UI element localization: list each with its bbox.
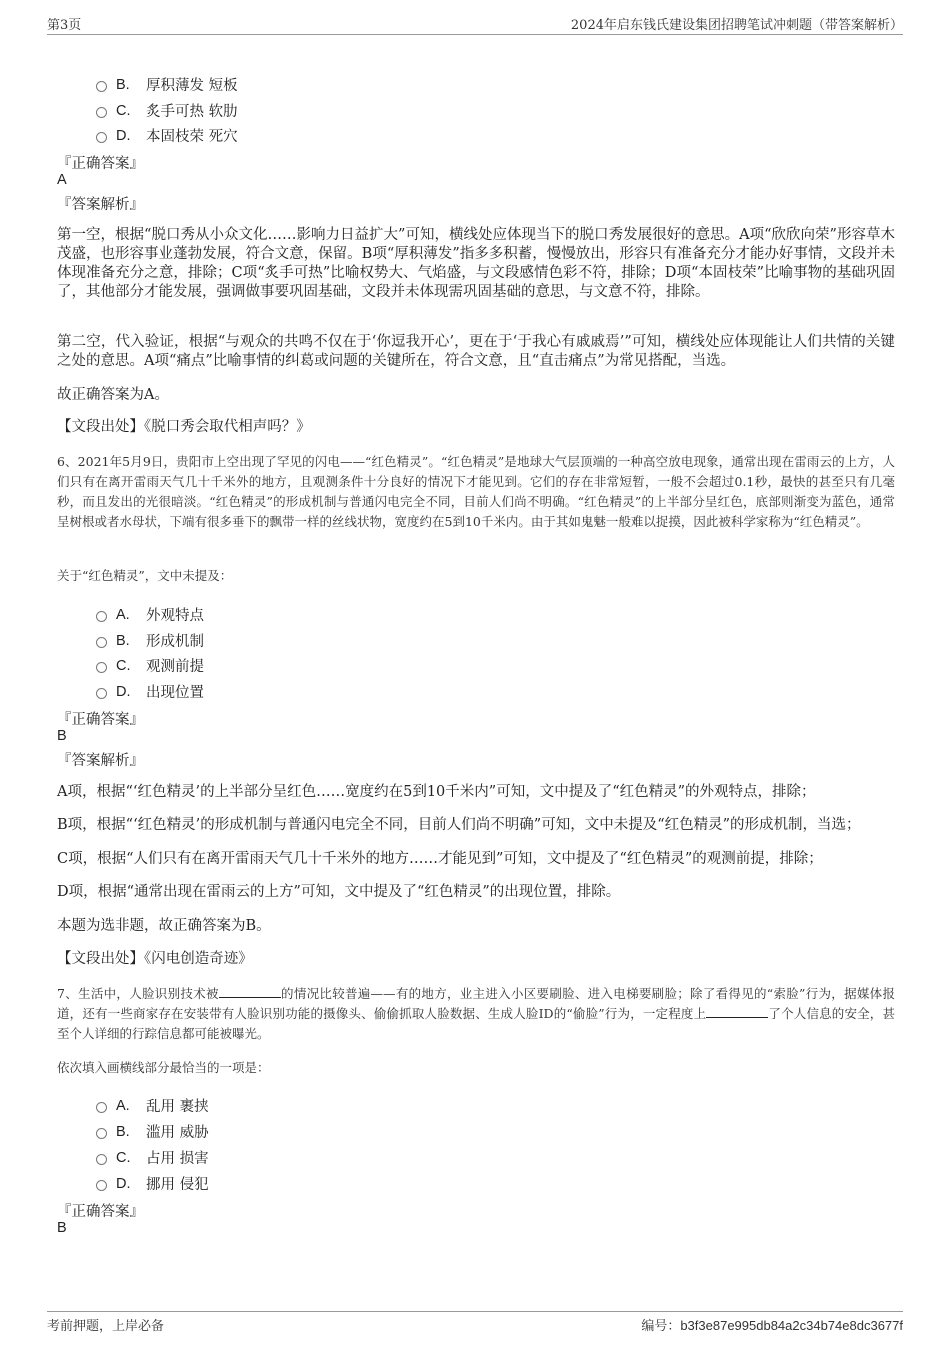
q5-analysis-label: 『答案解析』 <box>57 197 144 213</box>
q5-analysis-p1: 第一空，根据“脱口秀从小众文化……影响力日益扩大”可知，横线处应体现当下的脱口秀发展很好的意思。A项“欣欣向荣”形容草木茂盛，也形容事业蓬勃发展，符合文意，保留。B项“厚积薄发”指多多积蓄，慢慢放出，形容只有准备充分才能办好事情，文段并未体现准备充分之意，排除；C项“炙手可热”比喻权势大、气焰盛，与文段感情色彩不符，排除；D项“本固枝荣”比喻事物的基础巩固了，其他部分才能发展，强调做事要巩固基础，文段并未体现需巩固基础的意思，与文意不符，排除。 <box>57 227 895 300</box>
option-letter: B. <box>116 1123 130 1140</box>
option-text: 炙手可热 软肋 <box>146 104 238 120</box>
q6-option-d[interactable] <box>96 681 204 702</box>
option-letter: B. <box>116 76 130 93</box>
q6-option-a[interactable] <box>96 604 204 625</box>
q7-prompt: 依次填入画横线部分最恰当的一项是： <box>57 1060 270 1075</box>
q7-text-part2: 的情况比较普遍——有的地方，业主进入小区要刷脸、进入电梯要刷脸；除了看得见的“索脸”行为，据媒体报道，还有一些商家存在安装带有人脸识别功能的摄像头、偷偷抓取人脸数据、生成人脸ID的“偷脸”行为，一定程度上 <box>57 986 895 1021</box>
q7-option-a[interactable] <box>96 1095 209 1116</box>
q7-answer: B <box>57 1220 67 1236</box>
q7-option-d[interactable] <box>96 1173 209 1194</box>
document-title: 2024年启东钱氏建设集团招聘笔试冲刺题（带答案解析） <box>570 18 903 33</box>
q5-answer: A <box>57 172 67 188</box>
q5-answer-label: 『正确答案』 <box>57 156 144 172</box>
q7-option-c[interactable] <box>96 1147 209 1168</box>
fill-blank-2 <box>706 1005 768 1018</box>
q6-analysis-c: C项，根据“人们只有在离开雷雨天气几十千米外的地方……才能见到”可知，文中提及了“红色精灵”的观测前提，排除； <box>57 851 823 867</box>
q6-analysis-a: A项，根据“‘红色精灵’的上半部分呈红色……宽度约在5到10千米内”可知，文中提及了“红色精灵”的外观特点，排除； <box>57 784 816 800</box>
radio-icon[interactable] <box>96 81 107 92</box>
option-letter: C. <box>116 102 131 119</box>
option-text: 乱用 裹挟 <box>146 1099 209 1115</box>
q7-text-part1: 7、生活中，人脸识别技术被 <box>57 986 219 1001</box>
radio-icon[interactable] <box>96 107 107 118</box>
option-letter: A. <box>116 606 130 623</box>
radio-icon[interactable] <box>96 611 107 622</box>
radio-icon[interactable] <box>96 1180 107 1191</box>
footer-slogan: 考前押题，上岸必备 <box>47 1319 165 1334</box>
q6-option-b[interactable] <box>96 630 204 651</box>
page-number: 第3页 <box>47 18 82 33</box>
footer-code-value: b3f3e87e995db84a2c34b74e8dc3677f <box>680 1318 903 1333</box>
option-letter: B. <box>116 632 130 649</box>
q6-analysis-d: D项，根据“通常出现在雷雨云的上方”可知，文中提及了“红色精灵”的出现位置，排除。 <box>57 884 621 900</box>
option-text: 占用 损害 <box>146 1151 209 1167</box>
fill-blank-1 <box>219 985 281 998</box>
q6-analysis-label: 『答案解析』 <box>57 753 144 769</box>
radio-icon[interactable] <box>96 132 107 143</box>
q5-option-d[interactable] <box>96 125 238 146</box>
q5-source: 【文段出处】《脱口秀会取代相声吗？》 <box>57 419 311 435</box>
radio-icon[interactable] <box>96 637 107 648</box>
q7-question-text <box>57 984 895 1044</box>
page-footer <box>47 1311 903 1337</box>
option-letter: D. <box>116 127 131 144</box>
option-text: 形成机制 <box>146 634 204 650</box>
footer-code-label: 编号： <box>641 1319 681 1334</box>
radio-icon[interactable] <box>96 688 107 699</box>
q5-option-c[interactable] <box>96 100 238 121</box>
q6-option-c[interactable] <box>96 655 204 676</box>
radio-icon[interactable] <box>96 662 107 673</box>
page-header <box>47 12 903 35</box>
q5-option-b[interactable] <box>96 74 238 95</box>
option-text: 挪用 侵犯 <box>146 1177 209 1193</box>
q6-source: 【文段出处】《闪电创造奇迹》 <box>57 951 253 967</box>
radio-icon[interactable] <box>96 1128 107 1139</box>
radio-icon[interactable] <box>96 1102 107 1113</box>
option-text: 厚积薄发 短板 <box>146 78 238 94</box>
footer-code <box>641 1315 903 1334</box>
q6-answer: B <box>57 728 67 744</box>
q6-analysis-b: B项，根据“‘红色精灵’的形成机制与普通闪电完全不同，目前人们尚不明确”可知，文中未提及“红色精灵”的形成机制，当选； <box>57 817 861 833</box>
q7-option-b[interactable] <box>96 1121 209 1142</box>
option-text: 本固枝荣 死穴 <box>146 129 238 145</box>
q7-text-part3: 了个人信息的安全，甚至个人详细的行踪信息都可能被曝光。 <box>57 1006 895 1041</box>
option-text: 出现位置 <box>146 685 204 701</box>
option-text: 滥用 威胁 <box>146 1125 209 1141</box>
q7-answer-label: 『正确答案』 <box>57 1204 144 1220</box>
q6-answer-label: 『正确答案』 <box>57 712 144 728</box>
q6-analysis-conclusion: 本题为选非题，故正确答案为B。 <box>57 918 271 934</box>
radio-icon[interactable] <box>96 1154 107 1165</box>
option-letter: D. <box>116 1175 131 1192</box>
option-letter: C. <box>116 1149 131 1166</box>
option-text: 观测前提 <box>146 659 204 675</box>
q6-question-text: 6、2021年5月9日，贵阳市上空出现了罕见的闪电——“红色精灵”。“红色精灵”是地球大气层顶端的一种高空放电现象，通常出现在雷雨云的上方，人们只有在离开雷雨天气几十千米外的地方，且观测条件十分良好的情况下才能见到。它们的存在非常短暂，一般不会超过0.1秒，最快的甚至只有几毫秒，而且发出的光很暗淡。“红色精灵”的形成机制与普通闪电完全不同，目前人们尚不明确。“红色精灵”的上半部分呈红色，底部则渐变为蓝色，通常呈树根或者水母状，下端有很多垂下的飘带一样的丝线状物，宽度约在5到10千米内。由于其如鬼魅一般难以捉摸，因此被科学家称为“红色精灵”。 <box>57 454 895 529</box>
option-text: 外观特点 <box>146 608 204 624</box>
q5-analysis-p2: 第二空，代入验证，根据“与观众的共鸣不仅在于‘你逗我开心’，更在于‘于我心有戚戚焉’”可知，横线处应体现能让人们共情的关键之处的意思。A项“痛点”比喻事情的纠葛或问题的关键所在，符合文意，且“直击痛点”为常见搭配，当选。 <box>57 334 895 369</box>
option-letter: C. <box>116 657 131 674</box>
q5-analysis-p3: 故正确答案为A。 <box>57 387 169 403</box>
q6-prompt: 关于“红色精灵”，文中未提及： <box>57 568 233 583</box>
option-letter: A. <box>116 1097 130 1114</box>
option-letter: D. <box>116 683 131 700</box>
